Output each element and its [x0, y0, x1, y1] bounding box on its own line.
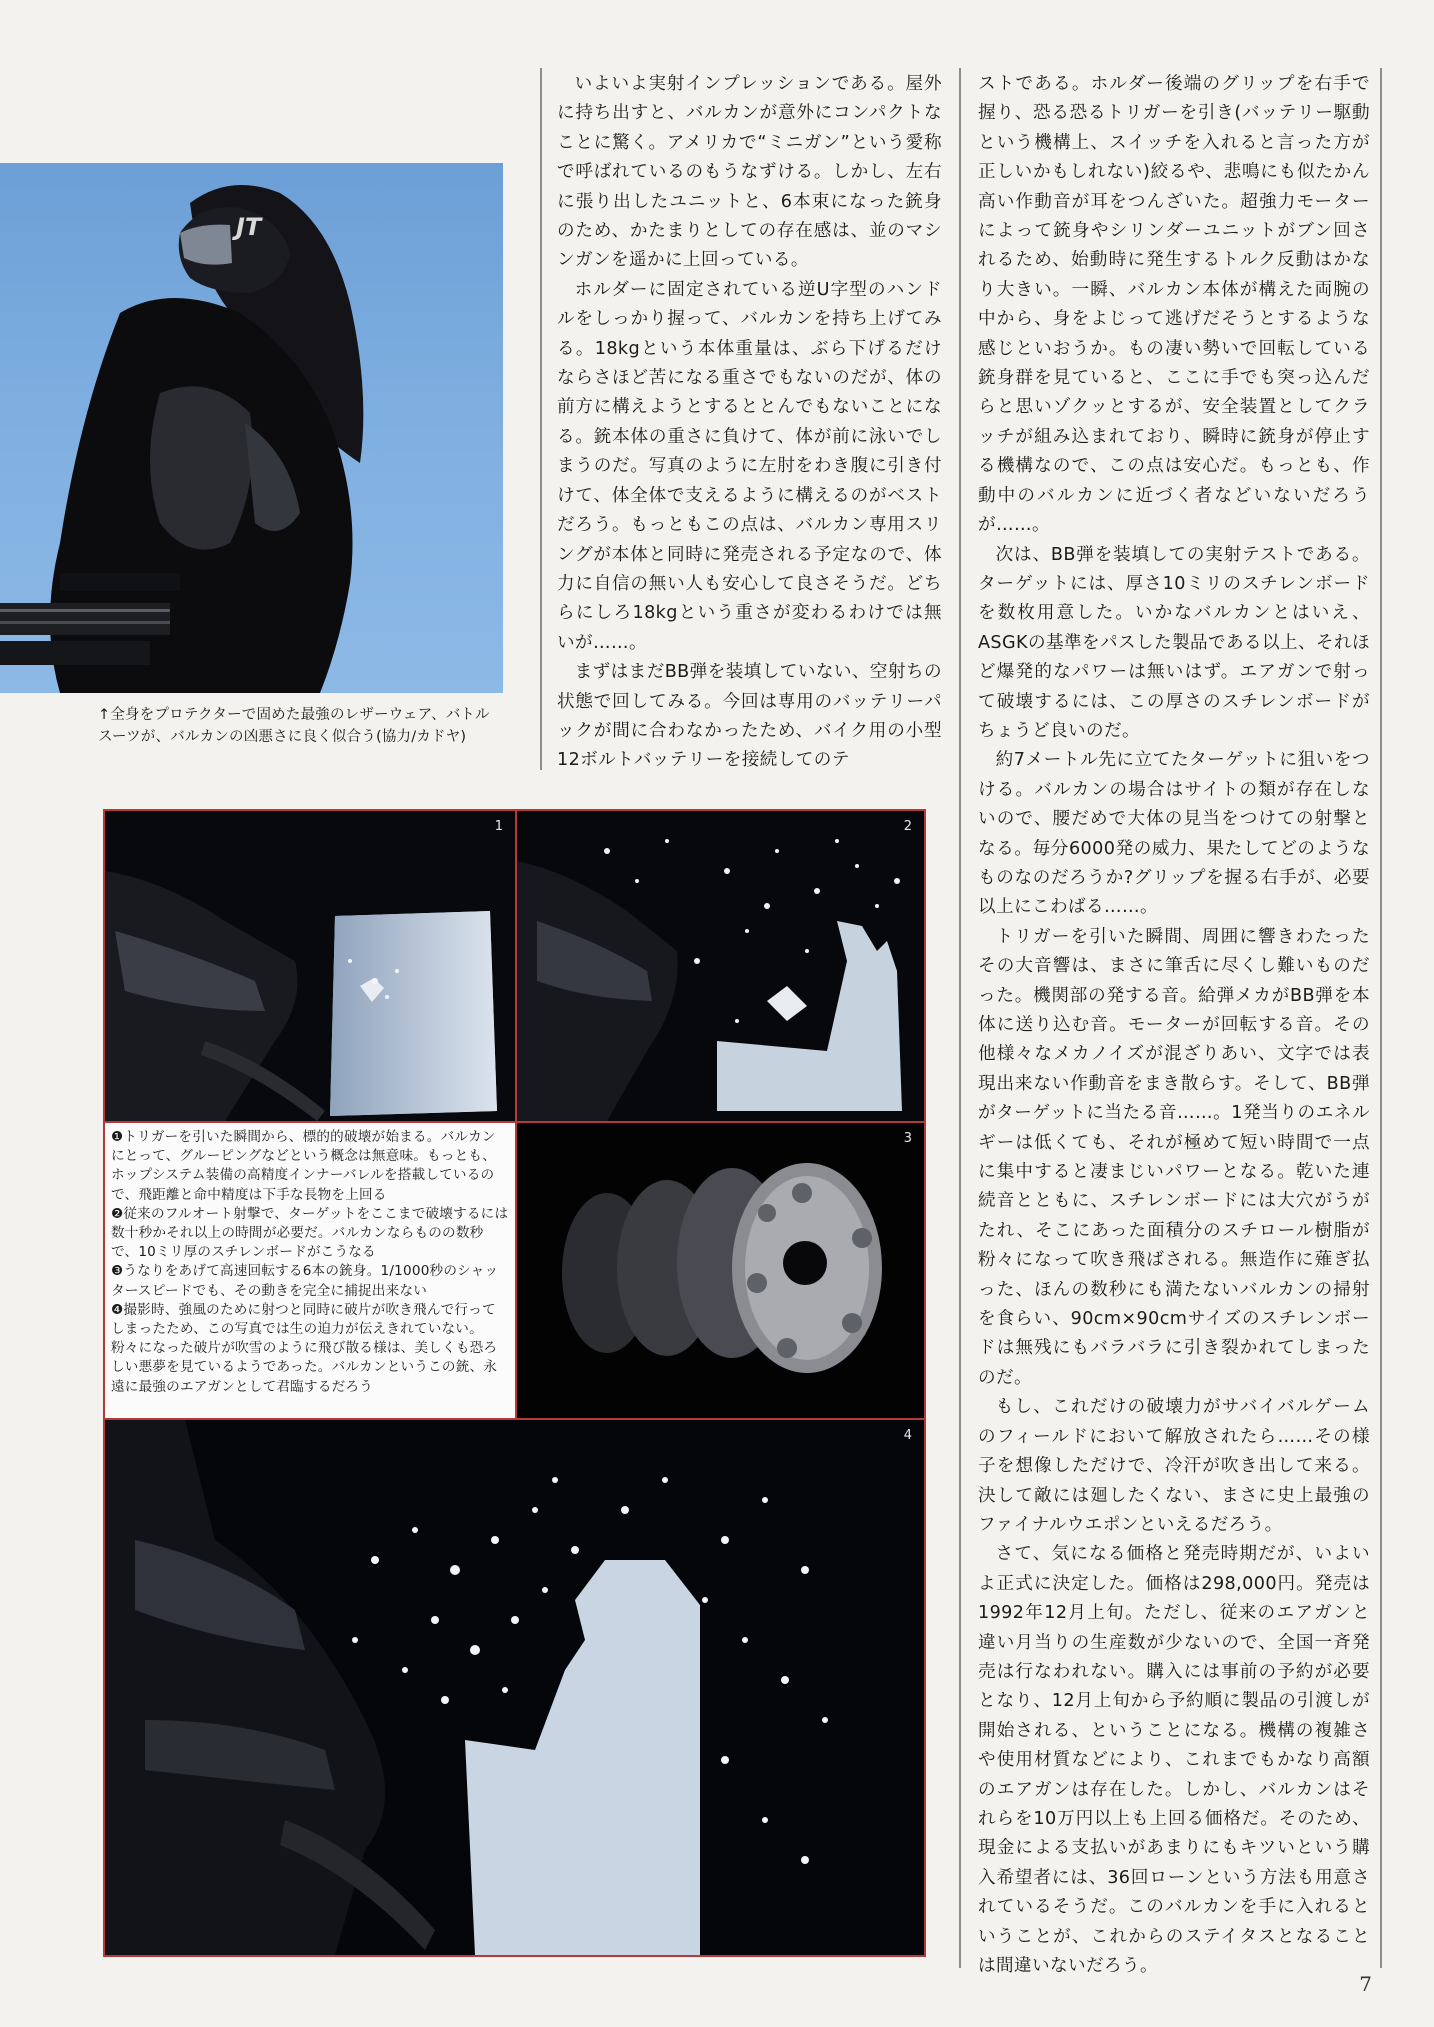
paragraph: トリガーを引いた瞬間、周囲に響きわたったその大音響は、まさに筆舌に尽くし難いものだった。機関部の発する音。給弾メカがBB弾を本体に送り込む音。モーターが回転する音。その他様々なメカノイズが混ざりあい、文字では表現出来ない作動音をまき散らす。そして、BB弾がターゲットに当たる音……。1発当りのエネルギーは低くても、それが極めて短い時間で一点に集中すると凄まじいパワーとなる。乾いた連続音とともに、スチレンボードには大穴がうがたれ、そこにあった面積分のスチロール樹脂が粉々になって吹き飛ばされる。無造作に薙ぎ払った、ほんの数秒にも満たないバルカンの掃射を食らい、90cm×90cmサイズのスチレンボードは無残にもバラバラに引き裂かれてしまったのだ。: [978, 926, 1370, 1388]
paragraph: ホルダーに固定されている逆U字型のハンドルをしっかり握って、バルカンを持ち上げてみる。18kgという本体重量は、ぶら下げるだけならさほど苦になる重さでもないのだが、体の前方に構えようとするととんでもないことになる。銃本体の重さに負けて、体が前に泳いでしまうのだ。写真のように左肘をわき腹に引き付けて、体全体で支えるように構えるのがベストだろう。もっともこの点は、バルカン専用スリングが本体と同時に発売される予定なので、体力に自信の無い人も安心して良さそうだ。どちらにしろ18kgという重さが変わるわけでは無いが……。: [557, 279, 942, 653]
column-divider: [959, 68, 961, 1968]
paragraph: 約7メートル先に立てたターゲットに狙いをつける。バルカンの場合はサイトの類が存在しないので、腰だめで大体の見当をつけての射撃となる。毎分6000発の威力、果たしてどのようなものなのだろうか?グリップを握る右手が、必要以上にこわばる……。: [978, 750, 1370, 918]
body-column-2: [978, 70, 1370, 1981]
photo-number: 3: [903, 1131, 912, 1146]
photo-number: 2: [903, 819, 912, 834]
paragraph: さて、気になる価格と発売時期だが、いよいよ正式に決定した。価格は298,000円。発売は1992年12月上旬。ただし、従来のエアガンと違い月当りの生産数が少ないので、全国一斉発売は行なわれない。購入には事前の予約が必要となり、12月上旬から予約順に製品の引渡しが開始される、ということになる。機構の複雑さや使用材質などにより、これまでもかなり高額のエアガンは存在した。しかし、バルカンはそれらを10万円以上も上回る価格だ。そのため、現金による支払いがあまりにもキツいという購入希望者には、36回ローンという方法も用意されているそうだ。このバルカンを手に入れるということが、これからのステイタスとなることは間違いないだろう。: [978, 1544, 1370, 1976]
photo-caption-2: ❷従来のフルオート射撃で、ターゲットをここまで破壊するには数十秒かそれ以上の時間が必要だ。バルカンならものの数秒で、10ミリ厚のスチレンボードがこうなる: [111, 1205, 509, 1261]
page-number: 7: [1359, 1972, 1372, 1996]
paragraph: 次は、BB弾を装填しての実射テストである。ターゲットには、厚さ10ミリのスチレンボードを数枚用意した。いかなバルカンとはいえ、ASGKの基準をパスした製品である以上、それほど爆発的なパワーは無いはず。エアガンで射って破壊するには、この厚さのスチレンボードがちょうど良いのだ。: [978, 544, 1370, 741]
column-divider: [540, 68, 542, 770]
paragraph: もし、これだけの破壊力がサバイバルゲームのフィールドにおいて解放されたら……その様子を想像しただけで、冷汗が吹き出して来る。決して敵には廻したくない、まさに史上最強のファイナルウエポンといえるだろう。: [978, 1397, 1370, 1535]
body-column-1: [557, 70, 942, 776]
photo-number: 1: [494, 819, 503, 834]
paragraph: まずはまだBB弾を装填していない、空射ちの状態で回してみる。今回は専用のバッテリーパックが間に合わなかったため、バイク用の小型12ボルトバッテリーを接続してのテ: [557, 662, 942, 771]
hero-photo: [0, 163, 503, 693]
hero-caption: ↑全身をプロテクターで固めた最強のレザーウェア、バトルスーツが、バルカンの凶悪さに良く似合う(協力/カドヤ): [98, 707, 490, 745]
paragraph: ストである。ホルダー後端のグリップを右手で握り、恐る恐るトリガーを引き(バッテリー駆動という機構上、スイッチを入れると言った方が正しいかもしれない)絞るや、悲鳴にも似たかん高い作動音が耳をつんざいた。超強力モーターによって銃身やシリンダーユニットがブン回されるため、始動時に発生するトルク反動はかなり大きい。一瞬、バルカン本体が構えた両腕の中から、身をよじって逃げだそうとするような感じといおうか。もの凄い勢いで回転している銃身群を見ていると、ここに手でも突っ込んだらと思いゾクッとするが、安全装置としてクラッチが組み込まれており、瞬時に銃身が停止する機構なので、この点は安心だ。もっとも、作動中のバルカンに近づく者などいないだろうが……。: [978, 74, 1370, 536]
photo-caption-4: ❹撮影時、強風のために射つと同時に破片が吹き飛んで行ってしまったため、この写真では生の迫力が伝えきれていない。粉々になった破片が吹雪のように飛び散る様は、美しくも恐ろしい悪夢を見ているようであった。バルカンというこの銃、永遠に最強のエアガンとして君臨するだろう: [111, 1301, 498, 1395]
helmet-logo: JT: [236, 213, 262, 241]
column-divider: [1380, 68, 1382, 1968]
photo-number: 4: [903, 1428, 912, 1443]
photo-caption-1: ❶トリガーを引いた瞬間から、標的的破壊が始まる。バルカンにとって、グルーピングなどという概念は無意味。もっとも、ホップシステム装備の高精度インナーバレルを搭載しているので、飛距離と命中精度は下手な長物を上回る: [111, 1129, 496, 1203]
photo-caption-3: ❸うなりをあげて高速回転する6本の銃身。1/1000秒のシャッタースピードでも、その動きを完全に捕捉出来ない: [111, 1263, 499, 1299]
paragraph: いよいよ実射インプレッションである。屋外に持ち出すと、バルカンが意外にコンパクトなことに驚く。アメリカで“ミニガン”という愛称で呼ばれているのもうなずける。しかし、左右に張り出したユニットと、6本束になった銃身のため、かたまりとしての存在感は、並のマシンガンを遥かに上回っている。: [557, 74, 942, 271]
photo-3: [517, 1123, 924, 1418]
photo-2: [517, 811, 924, 1121]
photo-captions: [105, 1123, 515, 1418]
photo-1: [105, 811, 515, 1121]
photo-4: [105, 1420, 924, 1955]
